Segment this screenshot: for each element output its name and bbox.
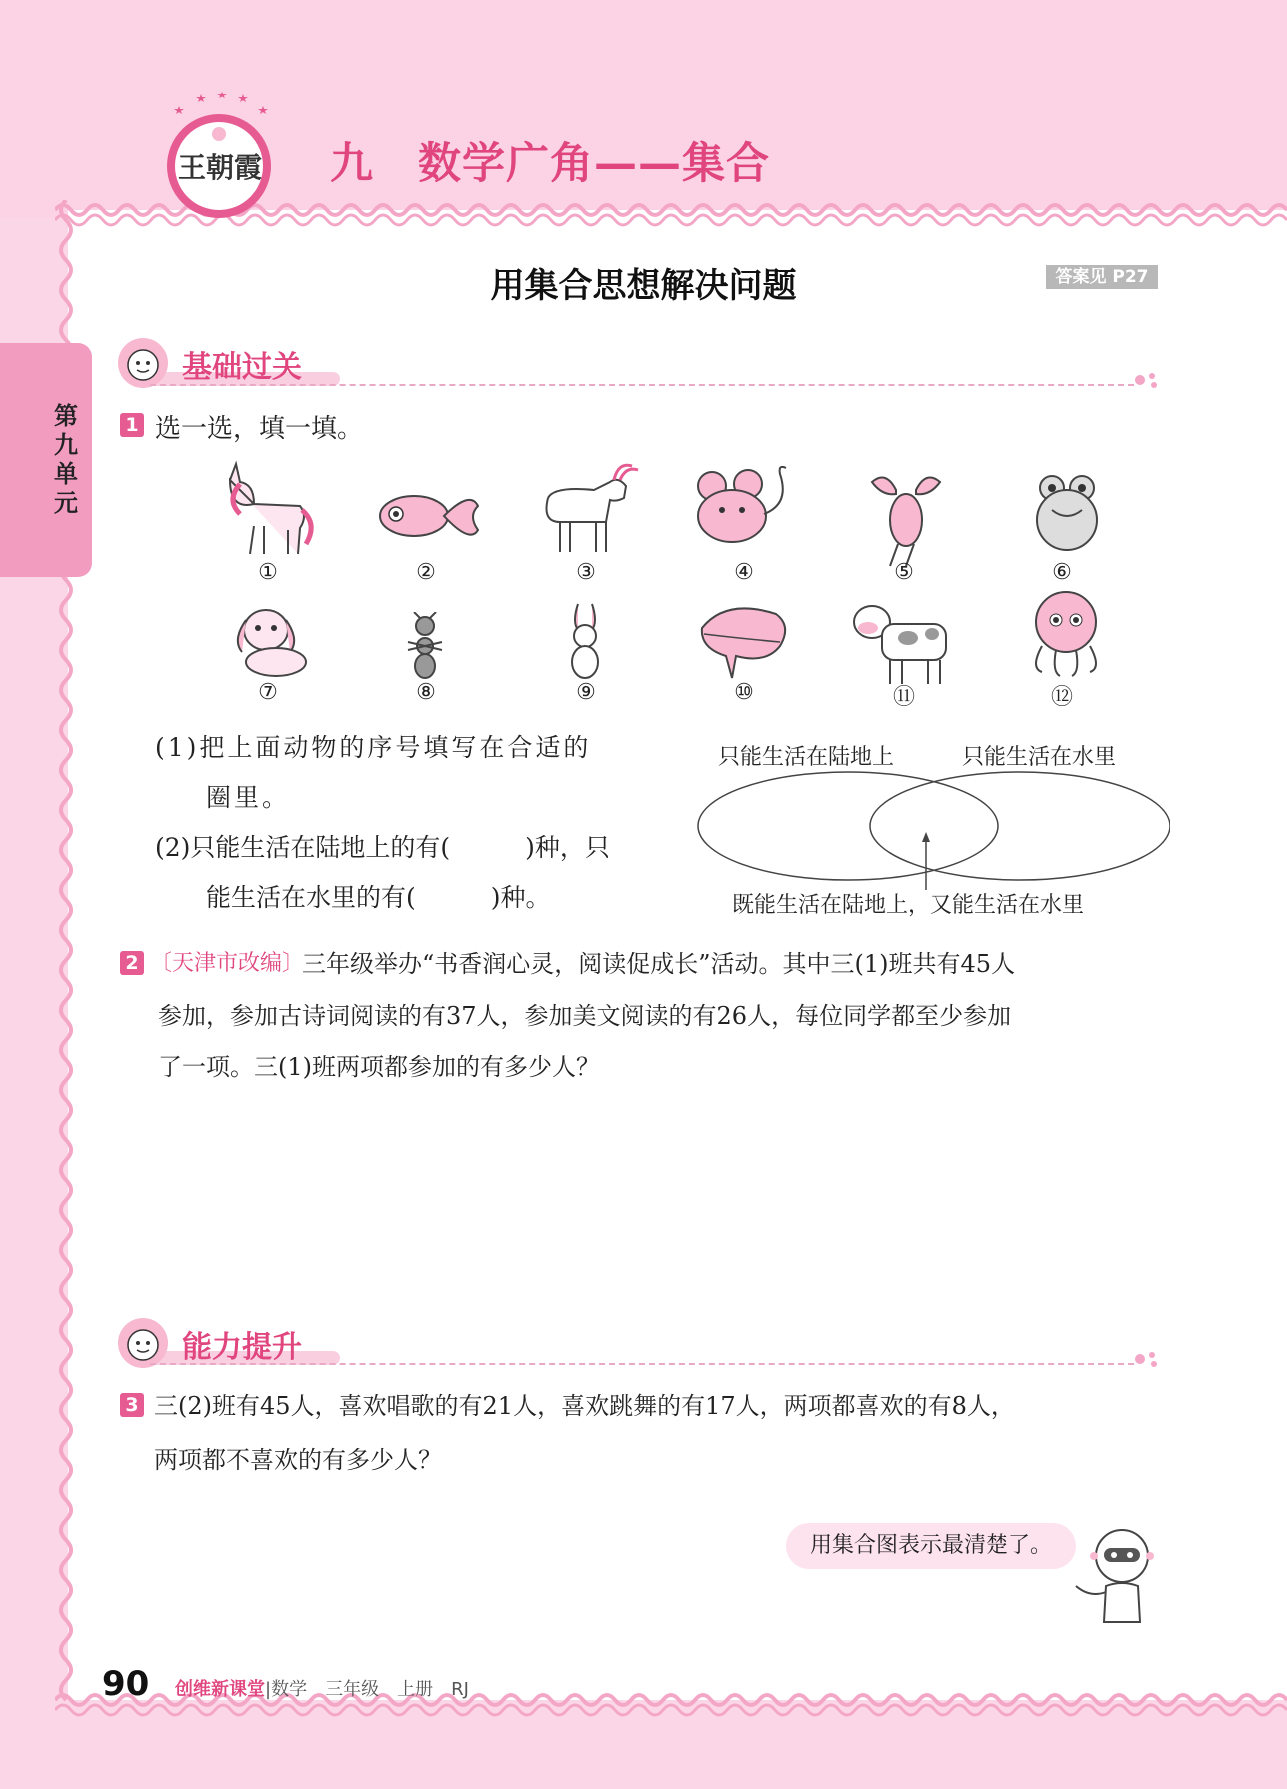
lobster-icon xyxy=(856,470,956,570)
animal-label: ① xyxy=(258,560,278,585)
dog-icon xyxy=(226,600,316,680)
ant-icon xyxy=(400,612,450,682)
animal-label: ② xyxy=(416,560,436,585)
venn-left-label: 只能生活在陆地上 xyxy=(718,745,895,770)
chapter-title: 九 数学广角——集合 xyxy=(330,139,770,189)
q2-line3: 了一项。三(1)班两项都参加的有多少人？ xyxy=(158,1053,600,1081)
q1-instruction: 选一选，填一填。 xyxy=(155,414,364,444)
character-mascot-icon xyxy=(116,1316,170,1370)
animal-label: ⑩ xyxy=(734,680,754,705)
cow-icon xyxy=(846,596,956,686)
lesson-title: 用集合思想解决问题 xyxy=(490,266,797,306)
animal-label: ⑫ xyxy=(1050,685,1073,710)
robot-mascot-icon xyxy=(1070,1526,1160,1626)
q3-line2: 两项都不喜欢的有多少人？ xyxy=(154,1446,442,1474)
venn-land-circle xyxy=(698,772,998,880)
goldfish-icon xyxy=(374,486,484,546)
divider-dots-icon xyxy=(1134,370,1162,390)
animal-label: ⑤ xyxy=(894,560,914,585)
footer-info xyxy=(175,1675,469,1701)
section-divider xyxy=(150,1363,1134,1365)
frog-icon xyxy=(1020,470,1120,560)
section-title-basic: 基础过关 xyxy=(182,350,302,385)
footer-book-info: |数学 三年级 上册 RJ xyxy=(265,1679,469,1700)
animal-label: ⑧ xyxy=(416,680,436,705)
q3-line1: 三(2)班有45人，喜欢唱歌的有21人，喜欢跳舞的有17人，两项都喜欢的有8人， xyxy=(154,1392,1015,1420)
octopus-icon xyxy=(1024,588,1108,680)
venn-diagram xyxy=(694,766,1170,896)
q1-part1-line2: 圈里。 xyxy=(206,783,291,812)
q1-part2-line2: 能生活在水里的有( )种。 xyxy=(206,883,551,912)
venn-right-label: 只能生活在水里 xyxy=(962,745,1117,770)
goat-icon xyxy=(534,458,644,558)
page-number: 90 xyxy=(102,1664,150,1704)
q2-line1: 三年级举办“书香润心灵，阅读促成长”活动。其中三(1)班共有45人 xyxy=(302,950,1016,978)
animal-label: ⑦ xyxy=(258,680,278,705)
q1-part1-line1: (1)把上面动物的序号填写在合适的 xyxy=(155,733,592,762)
venn-water-circle xyxy=(870,772,1170,880)
q2-source-tag: 〔天津市改编〕 xyxy=(150,951,305,976)
whale-icon xyxy=(696,598,796,682)
hint-bubble: 用集合图表示最清楚了。 xyxy=(786,1523,1076,1569)
unicorn-icon xyxy=(210,460,320,560)
character-mascot-icon xyxy=(116,336,170,390)
unit-side-tab-label: 第九单元 xyxy=(54,402,78,517)
rabbit-icon xyxy=(560,600,610,680)
animal-label: ③ xyxy=(576,560,596,585)
mouse-icon xyxy=(690,464,800,554)
question-number: 1 xyxy=(120,413,144,437)
animal-label: ④ xyxy=(734,560,754,585)
venn-bottom-label: 既能生活在陆地上，又能生活在水里 xyxy=(732,893,1085,918)
logo-text: 王朝霞 xyxy=(177,151,262,184)
animal-label: ⑨ xyxy=(576,680,596,705)
footer-brand: 创维新课堂 xyxy=(175,1679,265,1700)
section-divider xyxy=(150,384,1134,386)
animal-label: ⑥ xyxy=(1052,560,1072,585)
q2-line2: 参加，参加古诗词阅读的有37人，参加美文阅读的有26人，每位同学都至少参加 xyxy=(158,1002,1012,1030)
answer-reference-badge: 答案见 P27 xyxy=(1046,265,1158,289)
question-number: 2 xyxy=(120,951,144,975)
divider-dots-icon xyxy=(1134,1349,1162,1369)
q1-part2-line1: (2)只能生活在陆地上的有( )种，只 xyxy=(155,833,610,862)
question-number: 3 xyxy=(120,1393,144,1417)
animal-label: ⑪ xyxy=(892,685,915,710)
section-title-advanced: 能力提升 xyxy=(182,1330,302,1365)
